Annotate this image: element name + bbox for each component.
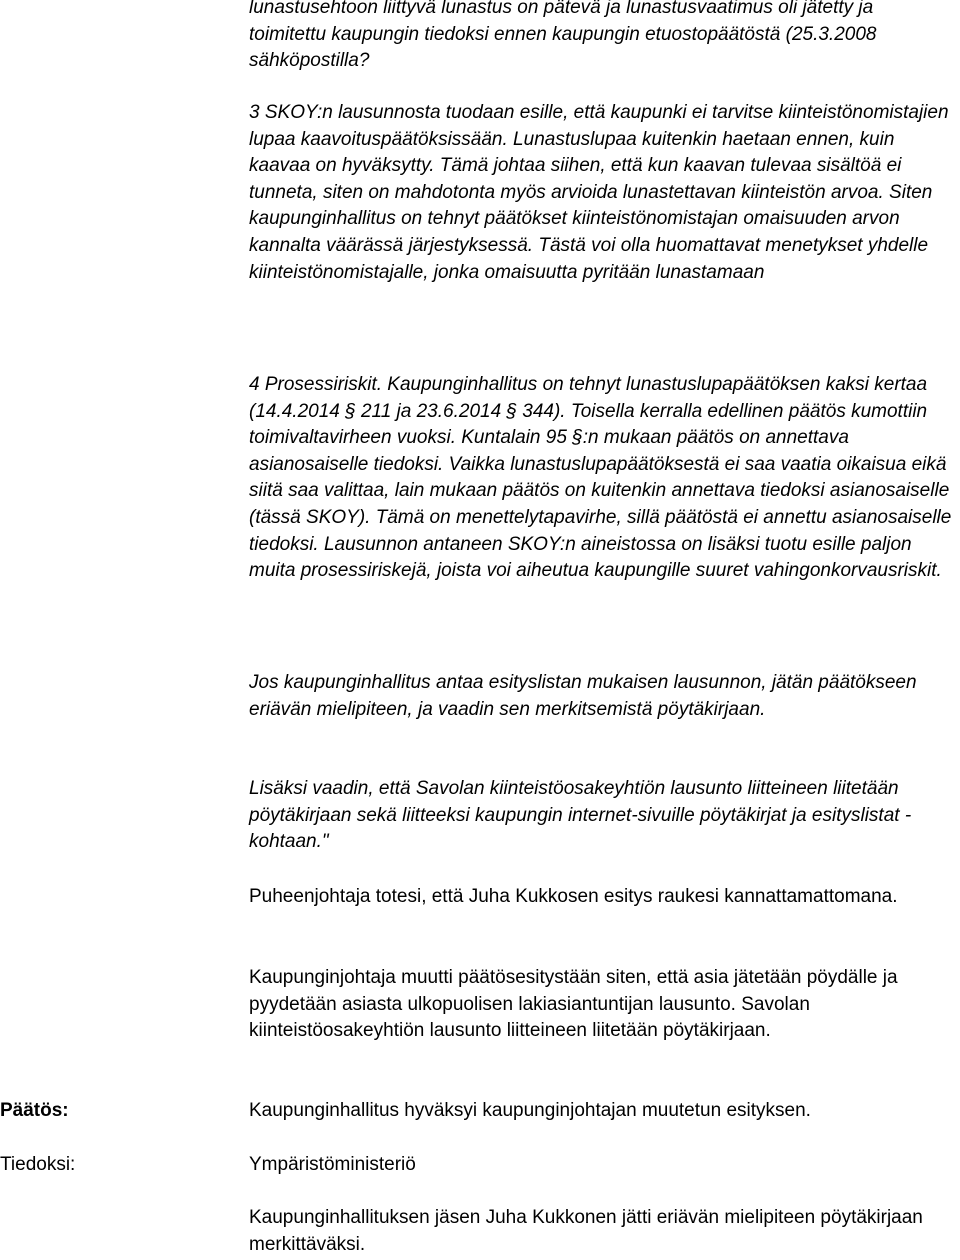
quote-paragraph-5 <box>249 776 955 856</box>
quote-paragraph-2 <box>249 100 955 286</box>
decision-text: Kaupunginhallitus hyväksyi kaupunginjohtajan muutetun esityksen. <box>249 1100 811 1121</box>
notice-row <box>249 1152 955 1179</box>
notice-label: Tiedoksi: <box>0 1154 76 1175</box>
quote-paragraph-1 <box>249 0 955 75</box>
closing-note-text: Kaupunginhallituksen jäsen Juha Kukkonen jätti eriävän mielipiteen pöytäkirjaan merkittäväksi. <box>249 1207 923 1255</box>
quote-text: Jos kaupunginhallitus antaa esityslistan mukaisen lausunnon, jätän päätökseen eriävän mielipiteen, ja vaadin sen merkitsemistä pöytäkirjaan. <box>249 672 917 720</box>
quote-text: lunastusehtoon liittyvä lunastus on pätevä ja lunastusvaatimus oli jätetty ja toimitettu kaupungin tiedoksi ennen kaupungin etuostopäätöstä (25.3.2008 sähköpostilla? <box>249 0 877 72</box>
quote-text: 3 SKOY:n lausunnosta tuodaan esille, että kaupunki ei tarvitse kiinteistönomistajien lupaa kaavoituspäätöksissään. Lunastuslupaa kuitenkin haetaan ennen, kuin kaavaa on hyväksytty. Tämä johtaa siihen, että kun kaavan tulevaa sisältöä ei tunneta, siten on mahdotonta myös arvioida lunastettavan kiinteistön arvoa. Siten kaupunginhallitus on tehnyt päätökset kiinteistönomistajan omaisuuden arvon kannalta väärässä järjestyksessä. Tästä voi olla huomattavat menetykset yhdelle kiinteistönomistajalle, jonka omaisuutta pyritään lunastamaan <box>249 102 949 283</box>
closing-note <box>249 1205 955 1258</box>
body-paragraph-1 <box>249 884 955 911</box>
quote-text: 4 Prosessiriskit. Kaupunginhallitus on tehnyt lunastuslupapäätöksen kaksi kertaa (14.4.2014 § 211 ja 23.6.2014 § 344). Toisella kerralla edellinen päätös kumottiin toimivaltavirheen vuoksi. Kuntalain 95 §:n mukaan päätös on annettava asianosaiselle tiedoksi. Vaikka lunastuslupapäätöksestä ei saa vaatia oikaisua eikä siitä saa valittaa, lain mukaan päätös on kuitenkin annettava tiedoksi asianosaiselle (tässä SKOY). Tämä on menettelytapavirhe, sillä päätöstä ei annettu asianosaiselle tiedoksi. Lausunnon antaneen SKOY:n aineistossa on lisäksi tuotu esille paljon muita prosessiriskejä, joista voi aiheutua kaupungille suuret vahingonkorvausriskit. <box>249 374 952 582</box>
decision-row <box>249 1098 955 1125</box>
body-text: Kaupunginjohtaja muutti päätösesitystään siten, että asia jätetään pöydälle ja pyydetään asiasta ulkopuolisen lakiasiantuntijan lausunto. Savolan kiinteistöosakeyhtiön lausunto liitteineen liitetään pöytäkirjaan. <box>249 967 898 1042</box>
notice-recipient: Ympäristöministeriö <box>249 1154 416 1175</box>
quote-paragraph-3 <box>249 372 955 585</box>
quote-paragraph-4 <box>249 670 955 723</box>
decision-label: Päätös: <box>0 1100 69 1121</box>
body-paragraph-2 <box>249 965 955 1045</box>
quote-text: Lisäksi vaadin, että Savolan kiinteistöosakeyhtiön lausunto liitteineen liitetään pöytäkirjaan sekä liitteeksi kaupungin internet-sivuille pöytäkirjat ja esityslistat -kohtaan." <box>249 778 912 853</box>
body-text: Puheenjohtaja totesi, että Juha Kukkosen esitys raukesi kannattamattomana. <box>249 886 898 907</box>
